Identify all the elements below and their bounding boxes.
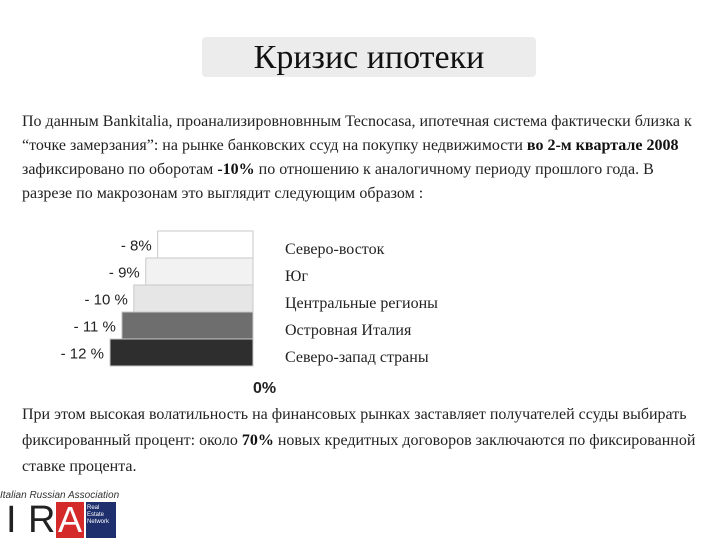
legend-label-2: Юг bbox=[285, 268, 309, 285]
bar-value-label-4: - 11 % bbox=[73, 318, 116, 336]
legend-label-3: Центральные регионы bbox=[285, 295, 438, 312]
bar-value-label-2: - 9% bbox=[108, 264, 140, 282]
legend-label-4: Островная Италия bbox=[285, 322, 412, 339]
logo-network-text: Real Estate Network bbox=[87, 505, 110, 525]
bar-value-label-1: - 8% bbox=[120, 237, 152, 255]
intro-text-2: зафиксировано по оборотам bbox=[22, 161, 218, 178]
logo-caption: Italian Russian Association bbox=[0, 490, 120, 501]
bar-4 bbox=[122, 312, 253, 339]
logo-letter-a: A bbox=[58, 499, 83, 540]
outro-text-1: При этом высокая волатильность на финансовых рынках заставляет получателей ссуды выбирать фиксированный процент: около bbox=[22, 406, 687, 449]
bar-value-label-5: - 12 % bbox=[60, 345, 104, 363]
bar-1 bbox=[158, 231, 253, 258]
outro-text-2: новых кредитных договоров заключаются по фиксированной ставке процента. bbox=[22, 432, 696, 475]
intro-text-3: по отношению к аналогичному периоду прошлого года. В разрезе по макрозонам это выглядит следующим образом : bbox=[22, 161, 654, 202]
legend-label-5: Северо-запад страны bbox=[285, 349, 429, 366]
bar-2 bbox=[146, 258, 253, 285]
logo-letter-i: I bbox=[6, 499, 17, 541]
legend-label-1: Северо-восток bbox=[285, 241, 385, 258]
intro-bold-quarter: во 2-м квартале 2008 bbox=[526, 137, 679, 154]
logo-letter-r: R bbox=[28, 499, 56, 541]
slide-title: Кризис ипотеки bbox=[253, 39, 485, 76]
outro-bold-percent: 70% bbox=[241, 432, 274, 449]
bar-value-label-3: - 10 % bbox=[84, 291, 128, 309]
zero-axis-label: 0% bbox=[253, 380, 277, 397]
intro-text-1: По данным Bankitalia, проанализировновнным Tecnocasa, ипотечная система фактически близка к “точке замерзания”: на рынке банковских ссуд на покупку недвижимости bbox=[22, 113, 692, 154]
outro-paragraph bbox=[22, 402, 712, 480]
intro-bold-percent: -10% bbox=[217, 161, 255, 178]
bar-3 bbox=[134, 285, 253, 312]
bar-5 bbox=[110, 339, 253, 366]
